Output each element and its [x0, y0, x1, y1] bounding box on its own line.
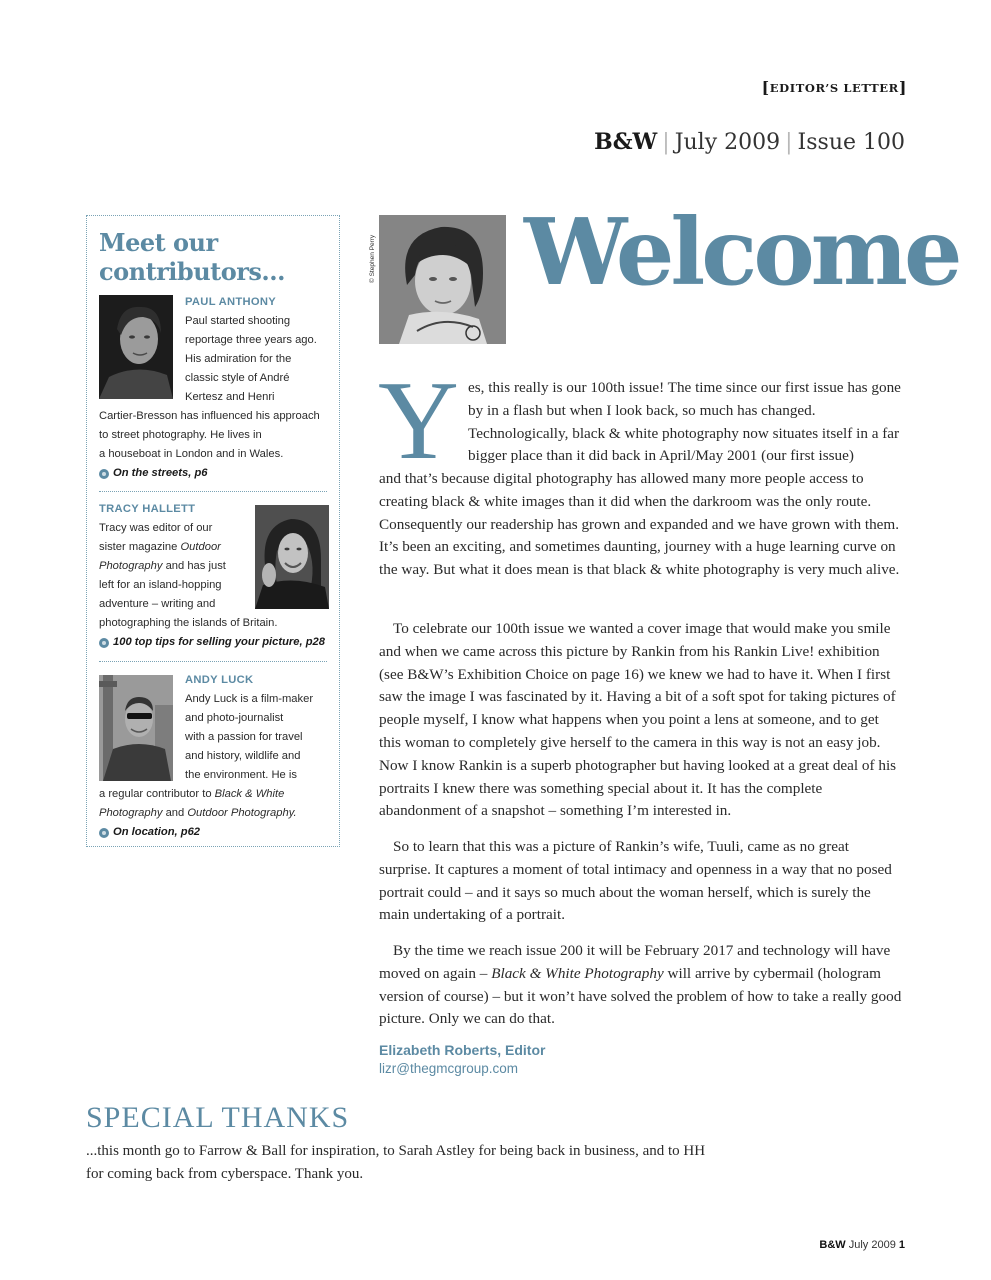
andy-luck-link[interactable]: [99, 823, 329, 842]
paragraph-3: So to learn that this was a picture of Rankin’s wife, Tuuli, came as no great surprise. It captures a moment of total intimacy and openness in a way that no posed portrait could – and it says so much about the woman herself, which is surely the main undertaking of a portrait.: [379, 838, 892, 924]
paragraph-1-rest: and that’s because digital photography has allowed many more people access to creating black & white images than it did when the darkroom was the only route. Consequently our readership has grown and expanded and we have grown with them. It’s been an exciting, and sometimes daunting, journey with a huge learning curve on the way. But what it does mean is that black & white photography is very much alive.: [379, 470, 900, 579]
paragraph-4: By the time we reach issue 200 it will be February 2017 and technology will have moved on again – Black & White Photography will arrive by cybermail (hologram version of course) – but it won’t have solved the problem of how to take a really good picture. Only we can do that.: [379, 942, 902, 1028]
tracy-bio-line: sister magazine Outdoor: [99, 541, 221, 553]
section-tag-label: EDITOR’S LETTER: [769, 81, 899, 95]
masthead: B&W | July 2009 | Issue 100: [594, 129, 905, 155]
tracy-hallett-link[interactable]: [99, 633, 329, 652]
drop-cap: Y: [378, 359, 459, 483]
special-thanks-text: ...this month go to Farrow & Ball for inspiration, to Sarah Astley for being back in business, and to HH for coming back from cyberspace. Thank you.: [86, 1143, 706, 1182]
paragraph-1-lead: es, this really is our 100th issue! The time since our first issue has gone by in a flash but when I look back, so much has changed. Technologically, black & white photography now situates itself in a far bigger place than it did back in April/May 2001 (our first issue): [468, 379, 901, 465]
tracy-bio-line: adventure – writing and: [99, 598, 216, 610]
contributors-title-line1: Meet our: [99, 228, 218, 257]
andy-bio-line: and history, wildlife and: [185, 750, 301, 762]
divider: [99, 661, 327, 662]
contributors-title: [99, 228, 285, 286]
masthead-date: July 2009: [674, 130, 781, 155]
bullet-icon: [99, 469, 109, 479]
tracy-bio-line: left for an island-hopping: [99, 579, 222, 591]
andy-bio-line: the environment. He is: [185, 769, 297, 781]
page-footer: [819, 1239, 905, 1251]
paul-bio-line: a houseboat in London and in Wales.: [99, 448, 284, 460]
footer-date: July 2009: [848, 1239, 896, 1251]
paul-bio-line: reportage three years ago.: [185, 334, 317, 346]
divider: [99, 491, 327, 492]
paul-bio-line: Paul started shooting: [185, 315, 291, 327]
andy-bio-line: a regular contributor to Black & White: [99, 788, 285, 800]
paul-bio-line: classic style of André: [185, 372, 290, 384]
andy-luck-link-text: On location, p62: [113, 826, 201, 838]
paul-bio-line: His admiration for the: [185, 353, 292, 365]
paul-anthony-bio: [99, 293, 329, 483]
tracy-bio-line: photographing the islands of Britain.: [99, 617, 278, 629]
andy-bio-line: Photography and Outdoor Photography.: [99, 807, 297, 819]
photo-credit: [367, 215, 377, 285]
paragraph-2: To celebrate our 100th issue we wanted a cover image that would make you smile and when we came across this picture by Rankin from his Rankin Live! exhibition (see B&W’s Exhibition Choice on page 16) we knew we had to have it. When I first saw the image I was fascinated by it. Having a bit of a soft spot for taking pictures of people myself, I know what happens when you point a lens at someone, and to get this woman to completely give herself to the camera in this way is not an easy job. Now I know Rankin is a superb photographer but having looked at a great deal of his portraits I knew there was something special about it. It has the complete abandonment of a snapshot – something I’m interested in.: [379, 620, 897, 820]
bullet-icon: [99, 828, 109, 838]
special-thanks-title: SPECIAL THANKS: [86, 1101, 350, 1134]
paul-bio-line: to street photography. He lives in: [99, 429, 262, 441]
signoff-name: Elizabeth Roberts, Editor: [379, 1042, 546, 1058]
tracy-hallett-link-text: 100 top tips for selling your picture, p28: [113, 636, 325, 648]
headline: Welcome: [524, 198, 959, 306]
tracy-bio-line: Photography and has just: [99, 560, 226, 572]
paul-bio-line: Cartier-Bresson has influenced his approach: [99, 410, 320, 422]
tracy-hallett-name: TRACY HALLETT: [99, 503, 196, 515]
andy-luck-bio: [99, 671, 329, 842]
paul-anthony-name: PAUL ANTHONY: [185, 296, 277, 308]
footer-brand: B&W: [819, 1239, 846, 1251]
andy-bio-line: with a passion for travel: [185, 731, 303, 743]
editor-photo: [379, 215, 506, 344]
tracy-hallett-bio: [99, 500, 329, 652]
signoff-email[interactable]: lizr@thegmcgroup.com: [379, 1061, 519, 1076]
paul-bio-line: Kertesz and Henri: [185, 391, 275, 403]
contributors-box: [86, 215, 340, 847]
andy-bio-line: Andy Luck is a film-maker: [185, 693, 314, 705]
andy-bio-line: and photo-journalist: [185, 712, 284, 724]
masthead-issue: Issue 100: [797, 130, 905, 155]
paul-anthony-link[interactable]: [99, 464, 329, 483]
bullet-icon: [99, 638, 109, 648]
paul-anthony-link-text: On the streets, p6: [113, 467, 208, 479]
tracy-bio-line: Tracy was editor of our: [99, 522, 213, 534]
photo-credit-text: © Stephen Perry: [369, 234, 376, 283]
section-tag: [EDITOR’S LETTER]: [761, 78, 907, 97]
page-number: 1: [898, 1239, 905, 1251]
andy-luck-name: ANDY LUCK: [185, 674, 254, 686]
contributors-title-line2: contributors...: [99, 257, 285, 286]
masthead-brand: B&W: [594, 129, 658, 155]
